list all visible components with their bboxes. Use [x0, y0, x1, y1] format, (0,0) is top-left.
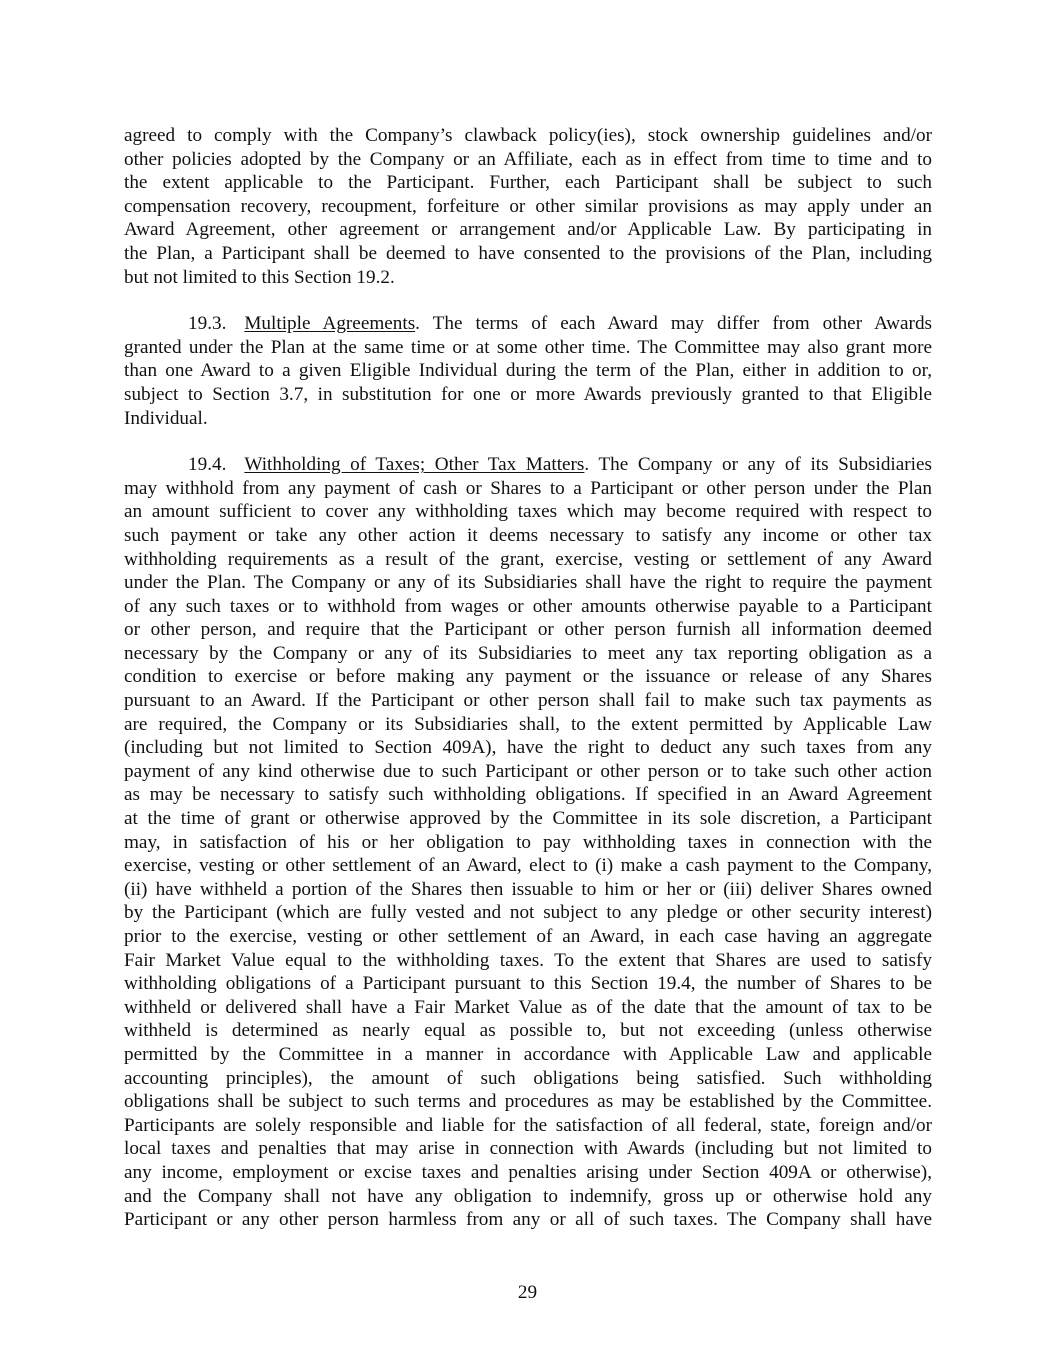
text-line: condition to exercise or before making any payment or the issuance or release of any Shares: [124, 666, 932, 688]
paragraph-section-19-4: [124, 453, 932, 1232]
text-line: of any such taxes or to withhold from wages or other amounts otherwise payable to a Participant: [124, 595, 932, 617]
text-line: withheld or delivered shall have a Fair Market Value as of the date that the amount of tax to be: [124, 996, 932, 1018]
text-line: withheld is determined as nearly equal as possible to, but not exceeding (unless otherwise: [124, 1020, 932, 1042]
text-line: granted under the Plan at the same time or at some other time. The Committee may also grant more: [124, 336, 932, 358]
text-line: the extent applicable to the Participant. Further, each Participant shall be subject to such: [124, 172, 932, 194]
text-line: Participant or any other person harmless from any or all of such taxes. The Company shall have: [124, 1209, 932, 1231]
text-line: permitted by the Committee in a manner in accordance with Applicable Law and applicable: [124, 1043, 932, 1065]
text-line: payment of any kind otherwise due to such Participant or other person or to take such other action: [124, 760, 932, 782]
text-line: under the Plan. The Company or any of its Subsidiaries shall have the right to require the payment: [124, 572, 932, 594]
text-line: compensation recovery, recoupment, forfeiture or other similar provisions as may apply under an: [124, 195, 932, 217]
paragraph-section-19-3: [124, 312, 932, 430]
section-number: 19.3.: [188, 313, 227, 335]
text-line: accounting principles), the amount of such obligations being satisfied. Such withholding: [124, 1067, 932, 1089]
text-line: Participants are solely responsible and liable for the satisfaction of all federal, state, foreign and/or: [124, 1114, 932, 1136]
text-line: (ii) have withheld a portion of the Shares then issuable to him or her or (iii) deliver Shares owned: [124, 878, 932, 900]
text-line: obligations shall be subject to such terms and procedures as may be established by the Committee.: [124, 1091, 932, 1113]
text-line: an amount sufficient to cover any withholding taxes which may become required with respect to: [124, 501, 932, 523]
text-line: or other person, and require that the Participant or other person furnish all information deemed: [124, 619, 932, 641]
text-line: prior to the exercise, vesting or other settlement of an Award, in each case having an aggregate: [124, 926, 932, 947]
text-line: but not limited to this Section 19.2.: [124, 266, 395, 288]
text-line: Award Agreement, other agreement or arrangement and/or Applicable Law. By participating in: [124, 219, 932, 241]
text-line: necessary by the Company or any of its Subsidiaries to meet any tax reporting obligation as a: [124, 642, 932, 664]
section-heading-line: [124, 453, 932, 477]
text-line: by the Participant (which are fully vested and not subject to any pledge or other security interest): [124, 902, 932, 924]
text-line: may withhold from any payment of cash or Shares to a Participant or other person under the Plan: [124, 477, 932, 499]
text-line: pursuant to an Award. If the Participant or other person shall fail to make such tax payments as: [124, 690, 932, 712]
text-line: and the Company shall not have any obligation to indemnify, gross up or otherwise hold any: [124, 1185, 932, 1207]
text-line: as may be necessary to satisfy such withholding obligations. If specified in an Award Agreement: [124, 784, 932, 806]
section-heading: Multiple Agreements: [244, 313, 416, 335]
text-line: may, in satisfaction of his or her obligation to pay withholding taxes in connection with the: [124, 831, 932, 853]
text-line: agreed to comply with the Company’s clawback policy(ies), stock ownership guidelines and/or: [124, 125, 932, 146]
page-number: 29: [517, 1282, 538, 1303]
text-line: any income, employment or excise taxes and penalties arising under Section 409A or otherwise),: [124, 1161, 932, 1183]
document-page-body: [124, 124, 932, 1255]
text-line: such payment or take any other action it deems necessary to satisfy any income or other tax: [124, 524, 932, 546]
text-line: Individual.: [124, 407, 208, 429]
paragraph-section-19-2-continuation: [124, 124, 932, 289]
text-line: Fair Market Value equal to the withholding taxes. To the extent that Shares are used to satisfy: [124, 949, 932, 971]
text-line: are required, the Company or its Subsidiaries shall, to the extent permitted by Applicable Law: [124, 713, 932, 735]
text-line: other policies adopted by the Company or an Affiliate, each as in effect from time to time and to: [124, 148, 932, 170]
text-line: the Plan, a Participant shall be deemed to have consented to the provisions of the Plan, including: [124, 242, 932, 264]
text-line: withholding requirements as a result of the grant, exercise, vesting or settlement of any Award: [124, 548, 932, 570]
text-line: at the time of grant or otherwise approved by the Committee in its sole discretion, a Participant: [124, 808, 932, 830]
section-heading: Withholding of Taxes; Other Tax Matters: [244, 454, 585, 476]
section-heading-line: [124, 312, 932, 336]
text-line: than one Award to a given Eligible Individual during the term of the Plan, either in addition to or,: [124, 360, 932, 382]
text-line: withholding obligations of a Participant pursuant to this Section 19.4, the number of Shares to be: [124, 973, 932, 995]
text-line: subject to Section 3.7, in substitution for one or more Awards previously granted to that Eligible: [124, 383, 932, 405]
text-line: (including but not limited to Section 409A), have the right to deduct any such taxes from any: [124, 737, 932, 759]
text-line: exercise, vesting or other settlement of an Award, elect to (i) make a cash payment to the Company,: [124, 855, 932, 877]
section-first-line-text: . The Company or any of its Subsidiaries: [584, 454, 932, 476]
section-number: 19.4.: [188, 454, 227, 476]
section-first-line-text: . The terms of each Award may differ from other Awards: [415, 313, 933, 335]
text-line: local taxes and penalties that may arise in connection with Awards (including but not limited to: [124, 1138, 932, 1160]
